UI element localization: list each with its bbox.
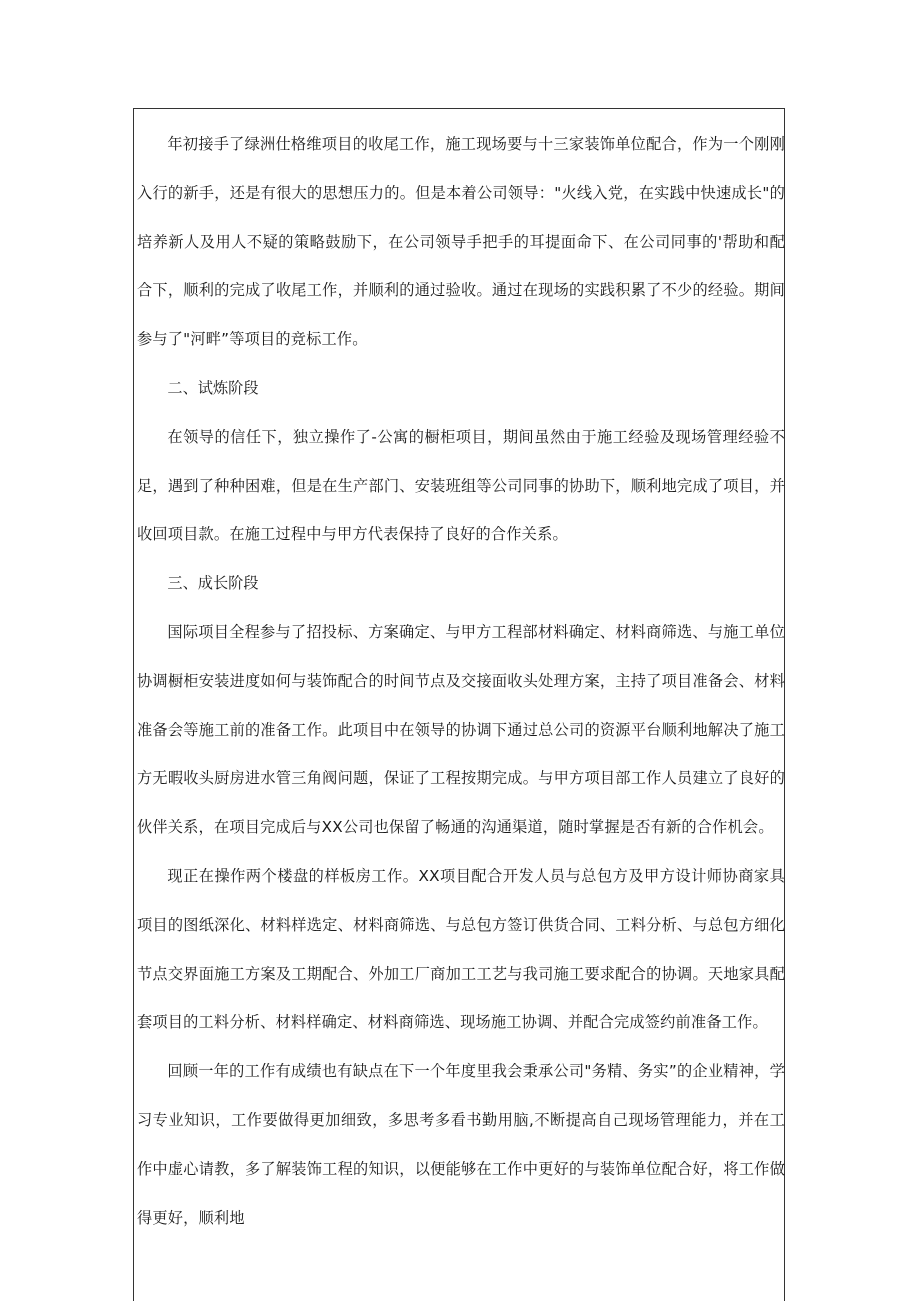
section-heading-trial: 二、试炼阶段 [167,378,259,397]
document-body [137,120,785,1242]
paragraph-review: 回顾一年的工作有成绩也有缺点在下一个年度里我会秉承公司"务精、务实”的企业精神，学习专业知识，工作要做得更加细致，多思考多看书勤用脑,不断提高自己现场管理能力，并在工作中虚心请教，多了解装饰工程的知识，以便能够在工作中更好的与装饰单位配合好，将工作做得更好，顺利地 [137,1062,785,1227]
paragraph-intro: 年初接手了绿洲仕格维项目的收尾工作，施工现场要与十三家装饰单位配合，作为一个刚刚入行的新手，还是有很大的思想压力的。但是本着公司领导："火线入党，在实践中快速成长"的培养新人及用人不疑的策略鼓励下，在公司领导手把手的耳提面命下、在公司同事的'帮助和配合下，顺利的完成了收尾工作，并顺利的通过验收。通过在现场的实践积累了不少的经验。期间参与了"河畔”等项目的竞标工作。 [137,135,785,349]
paragraph-growth-project: 国际项目全程参与了招投标、方案确定、与甲方工程部材料确定、材料商筛选、与施工单位协调橱柜安装进度如何与装饰配合的时间节点及交接面收头处理方案，主持了项目准备会、材料准备会等施工前的准备工作。此项目中在领导的协调下通过总公司的资源平台顺利地解决了施工方无暇收头厨房进水管三角阀问题，保证了工程按期完成。与甲方项目部工作人员建立了良好的伙伴关系，在项目完成后与XX公司也保留了畅通的沟通渠道，随时掌握是否有新的合作机会。 [137,622,785,837]
paragraph-trial: 在领导的信任下，独立操作了-公寓的橱柜项目，期间虽然由于施工经验及现场管理经验不足，遇到了种种困难，但是在生产部门、安装班组等公司同事的协助下，顺利地完成了项目，并收回项目款。在施工过程中与甲方代表保持了良好的合作关系。 [137,427,785,544]
section-heading-growth: 三、成长阶段 [167,574,259,593]
paragraph-current-work: 现正在操作两个楼盘的样板房工作。XX项目配合开发人员与总包方及甲方设计师协商家具项目的图纸深化、材料样选定、材料商筛选、与总包方签订供货合同、工料分析、与总包方细化节点交界面施工方案及工期配合、外加工厂商加工工艺与我司施工要求配合的协调。天地家具配套项目的工料分析、材料样确定、材料商筛选、现场施工协调、并配合完成签约前准备工作。 [137,866,785,1032]
